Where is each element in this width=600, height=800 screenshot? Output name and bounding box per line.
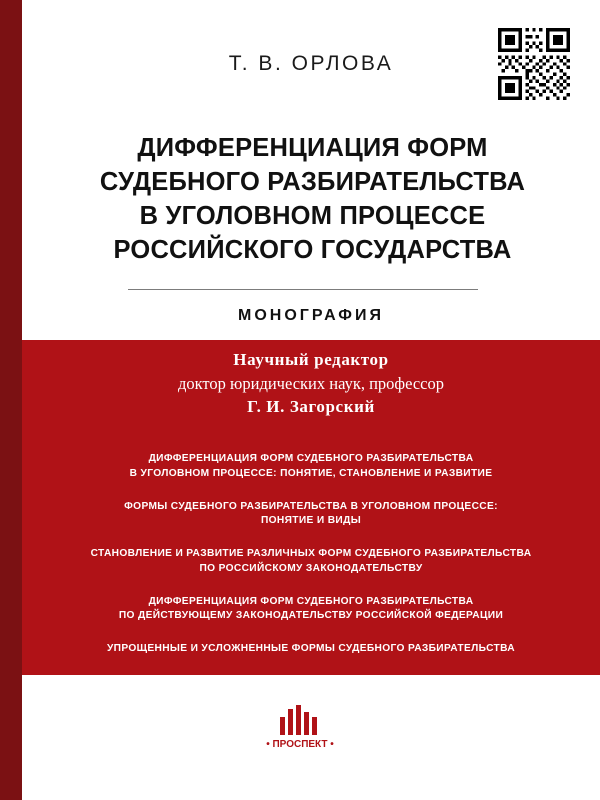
editor-degree: доктор юридических наук, профессор <box>177 374 444 393</box>
cover-spine-stripe <box>0 0 22 800</box>
publisher-logo <box>236 705 364 751</box>
title-divider <box>128 289 478 290</box>
contents-item: ДИФФЕРЕНЦИАЦИЯ ФОРМ СУДЕБНОГО РАЗБИРАТЕЛЬСТВА В УГОЛОВНОМ ПРОЦЕССЕ: ПОНЯТИЕ, СТАНОВЛЕНИЕ И РАЗВИТИЕ <box>129 453 493 479</box>
editor-name: Г. И. Загорский <box>247 397 375 416</box>
contents-item: УПРОЩЕННЫЕ И УСЛОЖНЕННЫЕ ФОРМЫ СУДЕБНОГО РАЗБИРАТЕЛЬСТВА <box>107 643 515 655</box>
title-line-4: РОССИЙСКОГО ГОСУДАРСТВА <box>113 235 512 264</box>
title-line-1: ДИФФЕРЕНЦИАЦИЯ ФОРМ <box>137 134 488 162</box>
contents-item: ДИФФЕРЕНЦИАЦИЯ ФОРМ СУДЕБНОГО РАЗБИРАТЕЛЬСТВА ПО ДЕЙСТВУЮЩЕМУ ЗАКОНОДАТЕЛЬСТВУ РОССИЙСКОЙ ФЕДЕРАЦИИ <box>118 595 504 622</box>
contents-item: ФОРМЫ СУДЕБНОГО РАЗБИРАТЕЛЬСТВА В УГОЛОВНОМ ПРОЦЕССЕ: ПОНЯТИЕ И ВИДЫ <box>124 500 498 527</box>
contents-item: СТАНОВЛЕНИЕ И РАЗВИТИЕ РАЗЛИЧНЫХ ФОРМ СУДЕБНОГО РАЗБИРАТЕЛЬСТВА ПО РОССИЙСКОМУ ЗАКОНОДАТЕЛЬСТВУ <box>90 548 532 574</box>
scientific-editor-block <box>22 350 600 417</box>
prospekt-logo-icon <box>236 705 364 751</box>
publisher-name: • ПРОСПЕКТ • <box>266 739 334 750</box>
title-line-2: СУДЕБНОГО РАЗБИРАТЕЛЬСТВА <box>99 167 526 196</box>
editor-label: Научный редактор <box>233 350 389 369</box>
book-subtitle: МОНОГРАФИЯ <box>238 307 384 324</box>
book-title <box>60 132 565 268</box>
author-name: Т. В. ОРЛОВА <box>228 52 394 75</box>
title-line-3: В УГОЛОВНОМ ПРОЦЕССЕ <box>139 201 486 230</box>
contents-list <box>50 452 572 657</box>
